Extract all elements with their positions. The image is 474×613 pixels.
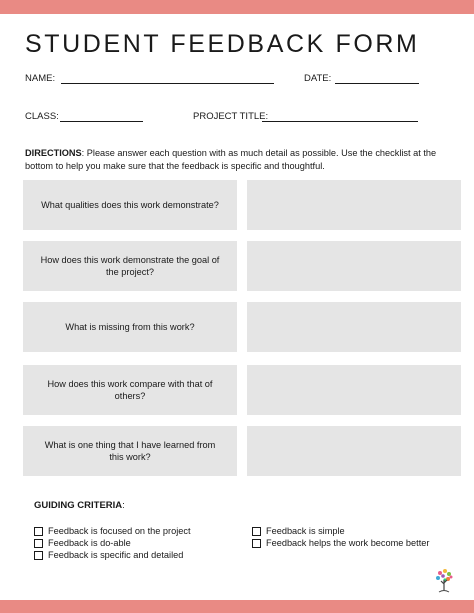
bottom-accent-band bbox=[0, 600, 474, 613]
criteria-item bbox=[34, 538, 131, 548]
question-2: How does this work demonstrate the goal of the project? bbox=[23, 241, 237, 291]
project-title-underline bbox=[262, 121, 418, 122]
directions-label: DIRECTIONS bbox=[25, 148, 82, 158]
checkbox[interactable] bbox=[252, 527, 261, 536]
criteria-item bbox=[252, 526, 345, 536]
criteria-item-label: Feedback is focused on the project bbox=[48, 526, 191, 536]
directions-body: : Please answer each question with as much detail as possible. Use the checklist at the bottom to help you make sure that the feedback is specific and thoughtful. bbox=[25, 148, 437, 171]
date-label: DATE: bbox=[304, 73, 332, 84]
project-title-field[interactable] bbox=[264, 109, 416, 121]
class-field[interactable] bbox=[62, 109, 141, 121]
top-accent-band bbox=[0, 0, 474, 14]
checkbox[interactable] bbox=[252, 539, 261, 548]
criteria-title bbox=[34, 500, 125, 511]
tree-logo-icon bbox=[434, 568, 454, 594]
answer-3-field[interactable] bbox=[247, 302, 461, 352]
question-1: What qualities does this work demonstrate? bbox=[23, 180, 237, 230]
criteria-item bbox=[252, 538, 429, 548]
checkbox[interactable] bbox=[34, 539, 43, 548]
name-field[interactable] bbox=[63, 71, 272, 83]
date-field[interactable] bbox=[337, 71, 417, 83]
question-3: What is missing from this work? bbox=[23, 302, 237, 352]
question-4: How does this work compare with that of others? bbox=[23, 365, 237, 415]
date-underline bbox=[335, 83, 419, 84]
criteria-item-label: Feedback is do-able bbox=[48, 538, 131, 548]
criteria-item bbox=[34, 550, 183, 560]
criteria-title-text: GUIDING CRITERIA bbox=[34, 500, 123, 511]
name-underline bbox=[61, 83, 274, 84]
class-label: CLASS: bbox=[25, 111, 59, 122]
directions-text bbox=[25, 147, 450, 172]
page-title: STUDENT FEEDBACK FORM bbox=[25, 30, 420, 58]
checkbox[interactable] bbox=[34, 551, 43, 560]
criteria-title-colon: : bbox=[122, 500, 125, 511]
answer-1-field[interactable] bbox=[247, 180, 461, 230]
checkbox[interactable] bbox=[34, 527, 43, 536]
class-underline bbox=[60, 121, 143, 122]
criteria-item-label: Feedback is specific and detailed bbox=[48, 550, 184, 560]
name-label: NAME: bbox=[25, 73, 56, 84]
answer-5-field[interactable] bbox=[247, 426, 461, 476]
criteria-item-label: Feedback helps the work become better bbox=[266, 538, 430, 548]
project-title-label: PROJECT TITLE: bbox=[193, 111, 269, 122]
question-5: What is one thing that I have learned from this work? bbox=[23, 426, 237, 476]
answer-2-field[interactable] bbox=[247, 241, 461, 291]
criteria-item bbox=[34, 526, 191, 536]
criteria-item-label: Feedback is simple bbox=[266, 526, 345, 536]
answer-4-field[interactable] bbox=[247, 365, 461, 415]
